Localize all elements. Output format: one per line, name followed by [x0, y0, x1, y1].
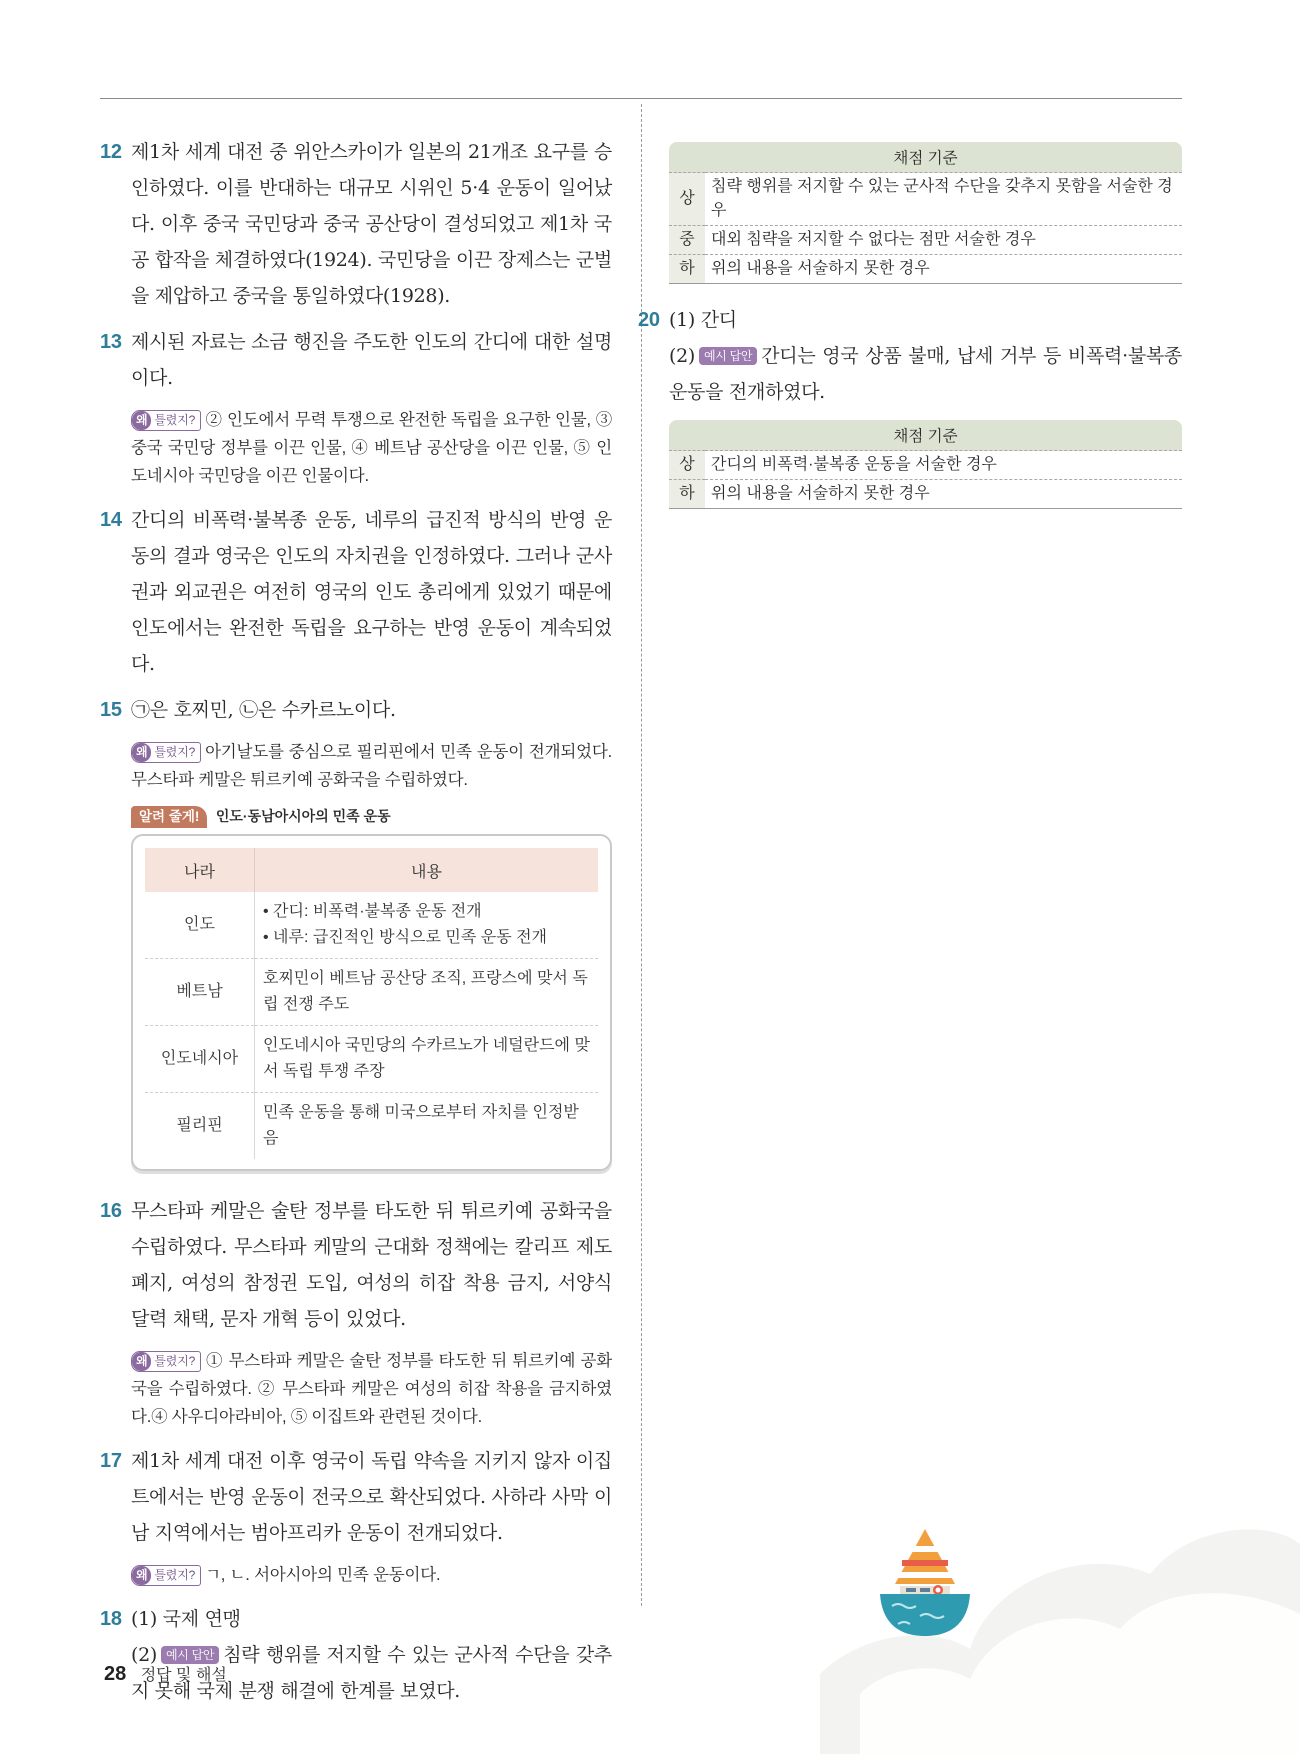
why-wrong-text: 아기날도를 중심으로 필리핀에서 민족 운동이 전개되었다. 무스타파 케말은 튀르키예 공화국을 수립하였다.: [131, 743, 612, 789]
question-13: [100, 324, 612, 396]
table-row: [145, 892, 598, 959]
footer-label: 정답 및 해설: [140, 1667, 227, 1684]
content-cell: 호찌민이 베트남 공산당 조직, 프랑스에 맞서 독립 전쟁 주도: [255, 959, 599, 1026]
sailboat-illustration: [820, 1434, 1300, 1754]
country-cell: 인도네시아: [145, 1026, 255, 1093]
answer-text: 제시된 자료는 소금 행진을 주도한 인도의 간디에 대한 설명이다.: [131, 331, 612, 389]
criteria-row: [669, 226, 1182, 255]
criteria-row: [669, 480, 1182, 509]
question-16: [100, 1193, 612, 1337]
page-number: 28: [104, 1663, 127, 1685]
criteria-level: 하: [669, 255, 705, 284]
why-wrong-badge: 왜 틀렸지?: [131, 1565, 201, 1586]
criteria-level: 상: [669, 451, 705, 480]
why-wrong-text: ① 무스타파 케말은 술탄 정부를 타도한 뒤 튀르키예 공화국을 수립하였다. ② 무스타파 케말은 여성의 히잡 착용을 금지하였다.④ 사우디아라비아, ⑤ 이집트와 관련된 것이다.: [131, 1352, 612, 1426]
question-14: [100, 502, 612, 682]
answer-text: 제1차 세계 대전 이후 영국이 독립 약속을 지키지 않자 이집트에서는 반영 운동이 전국으로 확산되었다. 사하라 사막 이남 지역에서는 범아프리카 운동이 전개되었다.: [131, 1450, 612, 1544]
why-wrong-badge: 왜 틀렸지?: [131, 410, 201, 431]
question-18: [100, 1601, 612, 1709]
page-footer: [104, 1662, 227, 1686]
criteria-text: 간디의 비폭력·불복종 운동을 서술한 경우: [705, 451, 1182, 480]
why-wrong-note: [131, 1347, 612, 1431]
answer-text: ㉠은 호찌민, ㉡은 수카르노이다.: [131, 699, 396, 721]
info-box: [131, 834, 612, 1171]
why-wrong-note: [131, 738, 612, 794]
answer-part-2: (2) 예시 답안 침략 행위를 저지할 수 있는 군사적 수단을 갖추지 못해 국제 분쟁 해결에 한계를 보였다.: [131, 1644, 612, 1702]
question-number: 12: [100, 141, 122, 163]
country-cell: 베트남: [145, 959, 255, 1026]
answer-part-2: (2) 예시 답안 간디는 영국 상품 불매, 납세 거부 등 비폭력·불복종 운동을 전개하였다.: [669, 345, 1182, 403]
criteria-text: 침략 행위를 저지할 수 있는 군사적 수단을 갖추지 못함을 서술한 경우: [705, 173, 1182, 226]
table-row: [145, 1026, 598, 1093]
question-12: [100, 134, 612, 314]
scoring-criteria-18: [669, 142, 1182, 284]
criteria-level: 상: [669, 173, 705, 226]
criteria-text: 위의 내용을 서술하지 못한 경우: [705, 255, 1182, 284]
left-column: [100, 134, 612, 1719]
example-answer-badge: 예시 답안: [699, 347, 757, 365]
answer-text: 무스타파 케말은 술탄 정부를 타도한 뒤 튀르키예 공화국을 수립하였다. 무스타파 케말의 근대화 정책에는 칼리프 제도 폐지, 여성의 참정권 도입, 여성의 히잡 착용 금지, 서양식 달력 채택, 문자 개혁 등이 있었다.: [131, 1200, 612, 1330]
criteria-row: [669, 173, 1182, 226]
info-box-badge: 알려 줄게!: [131, 806, 207, 828]
question-17: [100, 1443, 612, 1551]
why-wrong-note: [131, 1561, 612, 1589]
question-number: 14: [100, 509, 122, 531]
table-row: [145, 959, 598, 1026]
right-column: [638, 142, 1182, 509]
answer-part-1: (1) 국제 연맹: [131, 1608, 241, 1630]
content-cell: 인도네시아 국민당의 수카르노가 네덜란드에 맞서 독립 투쟁 주장: [255, 1026, 599, 1093]
why-wrong-text: ㄱ, ㄴ. 서아시아의 민족 운동이다.: [205, 1566, 441, 1584]
why-wrong-text: ② 인도에서 무력 투쟁으로 완전한 독립을 요구한 인물, ③ 중국 국민당 정부를 이끈 인물, ④ 베트남 공산당을 이끈 인물, ⑤ 인도네시아 국민당을 이끈 인물이다.: [131, 411, 612, 485]
top-rule: [100, 98, 1182, 99]
info-box-title: 인도·동남아시아의 민족 운동: [215, 808, 391, 824]
column-header-country: 나라: [145, 848, 255, 892]
question-number: 15: [100, 699, 122, 721]
criteria-level: 하: [669, 480, 705, 509]
table-row: [145, 1093, 598, 1160]
question-15: [100, 692, 612, 728]
answer-text: 간디의 비폭력·불복종 운동, 네루의 급진적 방식의 반영 운동의 결과 영국은 인도의 자치권을 인정하였다. 그러나 군사권과 외교권은 여전히 영국의 인도 총리에게 있었기 때문에 인도에서는 완전한 독립을 요구하는 반영 운동이 계속되었다.: [131, 509, 612, 675]
scoring-criteria-20: [669, 420, 1182, 509]
info-box-header: [131, 806, 612, 830]
content-cell: • 간디: 비폭력·불복종 운동 전개 • 네루: 급진적인 방식으로 민족 운동 전개: [263, 903, 548, 946]
content-cell: 민족 운동을 통해 미국으로부터 자치를 인정받음: [255, 1093, 599, 1160]
criteria-text: 위의 내용을 서술하지 못한 경우: [705, 480, 1182, 509]
question-number: 16: [100, 1200, 122, 1222]
question-number: 20: [638, 309, 660, 331]
why-wrong-badge: 왜 틀렸지?: [131, 742, 201, 763]
column-header-content: 내용: [255, 848, 599, 892]
criteria-level: 중: [669, 226, 705, 255]
question-number: 13: [100, 331, 122, 353]
criteria-title: 채점 기준: [669, 420, 1182, 451]
answer-part-1: (1) 간디: [669, 309, 737, 331]
criteria-title: 채점 기준: [669, 142, 1182, 173]
question-20: [638, 302, 1182, 410]
country-cell: 필리핀: [145, 1093, 255, 1160]
criteria-row: [669, 255, 1182, 284]
criteria-text: 대외 침략을 저지할 수 없다는 점만 서술한 경우: [705, 226, 1182, 255]
question-number: 17: [100, 1450, 122, 1472]
question-number: 18: [100, 1608, 122, 1630]
country-cell: 인도: [145, 892, 255, 959]
national-movement-table: [145, 848, 598, 1159]
answer-text: 제1차 세계 대전 중 위안스카이가 일본의 21개조 요구를 승인하였다. 이를 반대하는 대규모 시위인 5·4 운동이 일어났다. 이후 중국 국민당과 중국 공산당이 결성되었고 제1차 국공 합작을 체결하였다(1924). 국민당을 이끈 장제스는 군벌을 제압하고 중국을 통일하였다(1928).: [131, 141, 612, 307]
criteria-row: [669, 451, 1182, 480]
why-wrong-badge: 왜 틀렸지?: [131, 1351, 201, 1372]
example-answer-badge: 예시 답안: [161, 1646, 219, 1664]
why-wrong-note: [131, 406, 612, 490]
